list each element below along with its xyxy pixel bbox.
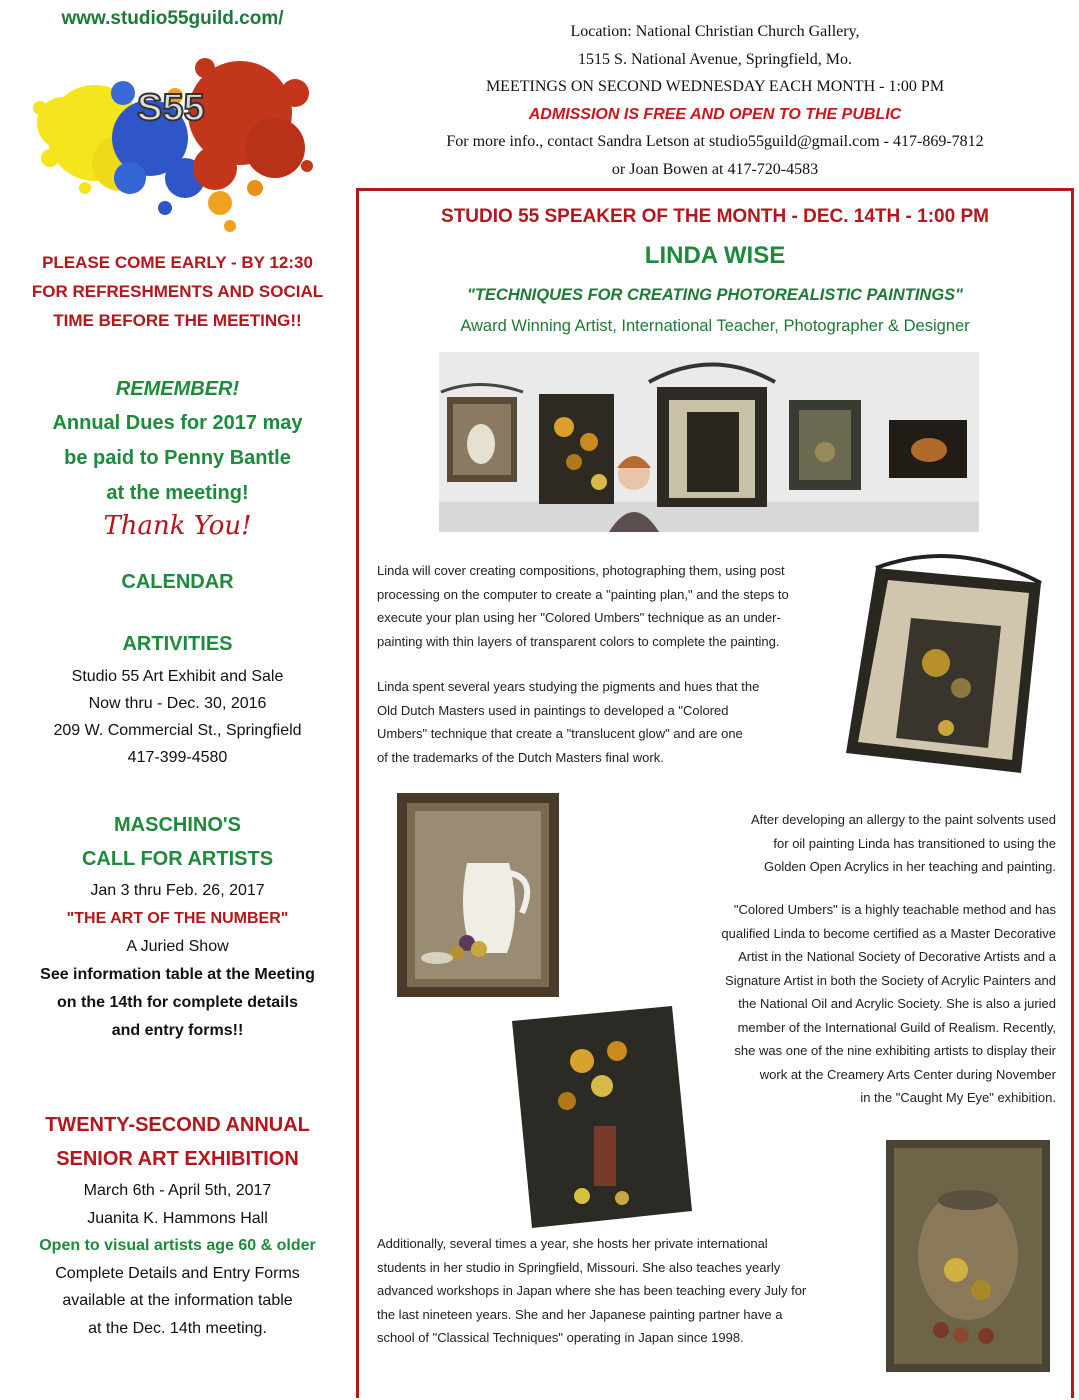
speaker-paragraph-4: "Colored Umbers" is a highly teachable method and has qualified Linda to become certified as a Master Decorative Artist in the National Society of Decorative Artists and a Signature Artist in both the Society of Acrylic Painters and the National Oil and Acrylic Society. She is also a juried member of the International Guild of Realism. Recently, she was one of the nine exhibiting artists to display their work at the Creamery Arts Center during November in the "Caught My Eye" exhibition. bbox=[721, 902, 1056, 1105]
wall-painting-pitcher bbox=[441, 385, 523, 483]
wall-painting-copper-pot bbox=[889, 420, 967, 478]
window-painting-photo bbox=[836, 548, 1056, 780]
speaker-talk-title: "TECHNIQUES FOR CREATING PHOTOREALISTIC PAINTINGS" bbox=[467, 286, 963, 304]
thank-you-script: Thank You! bbox=[103, 511, 252, 541]
contact-info: For more info., contact Sandra Letson at studio55guild@gmail.com - 417-869-7812 bbox=[446, 133, 984, 150]
dues-notice: Annual Dues for 2017 may be paid to Penny Bantle at the meeting! bbox=[52, 412, 303, 504]
speaker-paragraph-1: Linda will cover creating compositions, photographing them, using post processing on the computer to create a "painting plan," and the steps to execute your plan using her "Colored Umbers" technique as an under- painting with thin layers of transparent colors to complete the painting. bbox=[377, 563, 789, 649]
maschino-heading: MASCHINO'S CALL FOR ARTISTS bbox=[81, 814, 274, 870]
pitcher-painting-photo bbox=[397, 793, 559, 997]
calendar-heading: CALENDAR bbox=[121, 571, 234, 593]
speaker-bio: Award Winning Artist, International Teacher, Photographer & Designer bbox=[460, 317, 970, 335]
maschino-info: Jan 3 thru Feb. 26, 2017 "THE ART OF THE NUMBER" A Juried Show See information table at the Meeting on the 14th for complete details and entry forms!! bbox=[0, 877, 355, 1045]
wall-painting-still-life bbox=[789, 400, 861, 490]
senior-exhibition-info: March 6th - April 5th, 2017 Juanita K. Hammons Hall Open to visual artists age 60 & older Complete Details and Entry Forms available at the information table at the Dec. 14th meeting. bbox=[39, 1182, 316, 1337]
speaker-paragraph-3: After developing an allergy to the paint solvents used for oil painting Linda has transitioned to using the Golden Open Acrylics in her teaching and painting. bbox=[751, 812, 1056, 874]
senior-exhibition-heading: TWENTY-SECOND ANNUAL SENIOR ART EXHIBITION bbox=[45, 1114, 310, 1170]
site-url-link[interactable]: www.studio55guild.com/ bbox=[61, 8, 284, 29]
gallery-wall-photo bbox=[439, 352, 979, 532]
speaker-name: LINDA WISE bbox=[644, 242, 786, 269]
logo-text: S55 bbox=[137, 87, 205, 129]
wall-painting-flowers bbox=[539, 394, 614, 504]
speaker-heading: STUDIO 55 SPEAKER OF THE MONTH - DEC. 14TH - 1:00 PM bbox=[441, 206, 989, 227]
meeting-header: Location: National Christian Church Gallery, 1515 S. National Avenue, Springfield, Mo. MEETINGS ON SECOND WEDNESDAY EACH MONTH - 1:00 PM ADMISSION IS FREE AND OPEN TO THE PUBLIC For more info., contact Sandra Letson at studio55guild@gmail.com - 417-869-7812 or Joan Bowen at 417-720-4583 bbox=[355, 18, 1075, 183]
artivities-heading: ARTIVITIES bbox=[122, 633, 233, 655]
remember-heading: REMEMBER! bbox=[115, 378, 240, 400]
admission-notice: ADMISSION IS FREE AND OPEN TO THE PUBLIC bbox=[528, 105, 902, 123]
logo-splash-red bbox=[188, 58, 313, 190]
jar-painting-photo bbox=[886, 1140, 1050, 1372]
speaker-paragraph-5: Additionally, several times a year, she hosts her private international students in her studio in Springfield, Missouri. She also teaches yearly advanced workshops in Japan where she has been teaching every July for the last nineteen years. She and her Japanese painting partner have a school of "Classical Techniques" operating in Japan since 1998. bbox=[377, 1236, 807, 1345]
exhibit-info: Studio 55 Art Exhibit and Sale Now thru - Dec. 30, 2016 209 W. Commercial St., Springfield 417-399-4580 bbox=[53, 668, 302, 766]
speaker-paragraph-2: Linda spent several years studying the pigments and hues that the Old Dutch Masters used in paintings to developed a "Colored Umbers" technique that create a "translucent glow" and are one of the trademarks of the Dutch Masters final work. bbox=[377, 679, 760, 765]
sunflower-painting-photo bbox=[512, 1006, 692, 1228]
maschino-show-title: "THE ART OF THE NUMBER" bbox=[66, 910, 289, 927]
studio55-logo-icon bbox=[25, 38, 325, 238]
come-early-notice: PLEASE COME EARLY - BY 12:30 FOR REFRESHMENTS AND SOCIAL TIME BEFORE THE MEETING!! bbox=[31, 253, 324, 330]
